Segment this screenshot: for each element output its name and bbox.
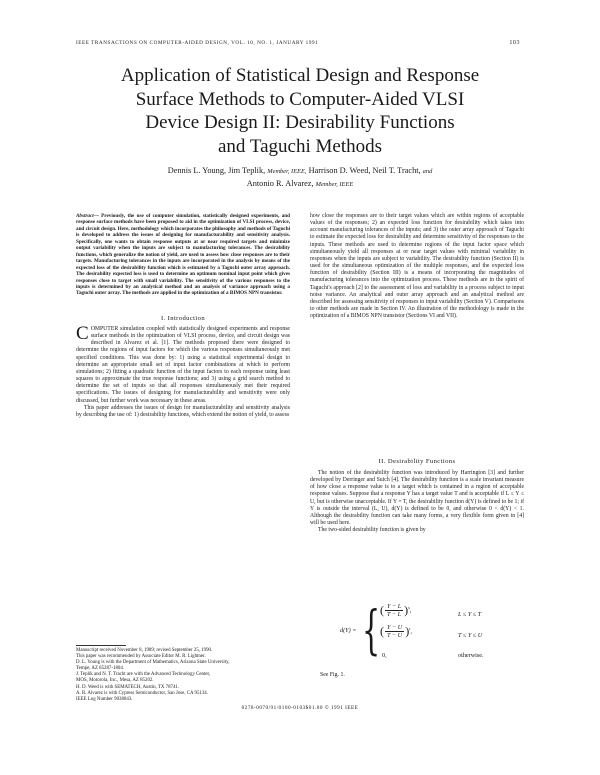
footnote-line: MOS, Motorola, Inc., Mesa, AZ 85202.: [76, 678, 154, 684]
title-line: Device Design II: Desirability Functions: [145, 112, 455, 133]
equation-lhs: d(Y) =: [340, 627, 357, 634]
case3-condition: otherwise.: [458, 652, 484, 659]
membership: Member, IEEE: [315, 180, 354, 188]
membership: Member, IEEE,: [267, 168, 307, 175]
intro-paragraph: This paper addresses the issues of design for manufacturability and sensitivity analysis by describing the use of: 1) desirability functions, which extend the notion of yield, to assess: [76, 404, 290, 418]
footnote-line: Tempe, AZ 85287-1804.: [76, 666, 125, 672]
conjunction: and: [422, 168, 433, 175]
section-heading-desirability: II. Desirability Functions: [378, 458, 456, 465]
case1-denominator: T − L: [387, 611, 402, 618]
footnote-line: This paper was recommended by Associate Editor M. R. Lightner.: [76, 654, 206, 660]
section-heading-introduction: I. Introduction: [160, 315, 206, 322]
case2-numerator: Y − U: [387, 624, 403, 631]
author-list: [90, 165, 510, 190]
introduction-body: [76, 323, 290, 419]
author-names: Dennis L. Young, Jim Teplik,: [167, 166, 266, 175]
right-paragraph: how close the responses are to their target values which are within regions of acceptable values of the responses; 2) an expected loss function for desirability which takes into account manufacturing tolerances of the inputs; and 3) the outer array approach of Taguchi to estimate the expected loss for desirability and determine sensitivity of the responses to the inputs. These methods are used to determine regions of the input factor space which simultaneously yield all responses at or near target values with minimal variability in responses when the inputs are subject to variability. The desirability function (Section II) is used for the simultaneous optimization of the multiple responses, and the expected loss function of desirability (Section III) is a means of incorporating the magnitudes of manufacturing tolerances into the optimization process. These methods are in the spirit of Taguchi's approach [2] to the assessment of loss and variability in a process subject to input noise variance. An analytical and outer array approach and an analytical method are described for assessing sensitivity of responses to input variability (Section V). Comparisons to other methods are made in Section IV. An illustration of the methodology is made in the optimization of a BIMOS NPN transistor (Sections VI and VII).: [310, 213, 524, 320]
footnote-line: Manuscript received November 8, 1989; revised September 25, 1990.: [76, 648, 213, 653]
drop-cap: C: [76, 323, 89, 344]
abstract-text: — Previously, the use of computer simulation, statistically designed experiments, and response surface methods have been proposed to aid in the optimization of VLSI process, device, and circuit design. Here, methodology which incorporates the philosophy and methods of Taguchi is developed to address the issues of designing for manufacturability and sensitivity analysis. Specifically, one wants to obtain response outputs at or near required targets and minimize output variability when the inputs are subject to manufacturing tolerances. The desirability functions, which generalize the notion of yield, are used to assess how close responses are to their targets. Manufacturing tolerances in the inputs are incorporated in the analysis by means of the expected loss of the desirability function which is estimated by a Taguchi outer array approach. The desirability expected loss is used to determine an optimum nominal input point which gives responses close to target with small variability. The sensitivity of the various responses to the inputs is determined by an analytical method and an analysis of variance approach using a Taguchi outer array. The methods are applied in the optimization of a BIMOS NPN transistor.: [76, 213, 290, 297]
desirability-paragraph: The notion of the desirability function was introduced by Harrington [3] and further developed by Derringer and Suich [4]. The desirability function is a scale invariant measure of how close a response value is to a target which is contained in a region of acceptable response values. Suppose that a response Y has a target value T and is acceptable if L ≤ Y ≤ U, but is otherwise unacceptable. If Y = T, the desirability function d(Y) is defined to be 1; if Y is outside the interval (L, U), d(Y) is defined to be 0, and otherwise 0 < d(Y) < 1. Although the desirability function can take many forms, a very flexible form given in [4] will be used here.: [310, 470, 524, 527]
left-brace-symbol: {: [362, 601, 381, 661]
footnote-rule: [76, 645, 126, 646]
running-head: [76, 40, 520, 46]
case2-exponent: t: [409, 625, 411, 631]
title-line: Application of Statistical Design and Response: [120, 65, 480, 86]
equation-case-1: ( $\frac{Y - L}{T - L}$ )$^s$,: [380, 603, 412, 618]
title-line: Surface Methods to Computer-Aided VLSI: [135, 88, 465, 110]
case1-numerator: Y − L: [387, 603, 402, 610]
case1-condition: L ≤ Y ≤ T: [458, 611, 482, 618]
paper-title: [80, 64, 520, 158]
desirability-body: [310, 470, 524, 534]
abstract: [76, 213, 290, 297]
desirability-equation: [318, 600, 518, 665]
intro-paragraph: [76, 323, 290, 405]
footnotes: [76, 648, 290, 703]
title-line: and Taguchi Methods: [217, 135, 382, 157]
case2-denominator: T − U: [387, 632, 403, 639]
abstract-label: Abstract: [76, 213, 94, 219]
footnote-line: H. D. Weed is with SEMATECH, Austin, TX 78741.: [76, 684, 180, 690]
journal-header: IEEE TRANSACTIONS ON COMPUTER-AIDED DESIGN, VOL. 10, NO. 1, JANUARY 1991: [76, 40, 319, 46]
footnote-line: D. L. Young is with the Department of Mathematics, Arizona State University,: [76, 660, 230, 666]
footnote-line: IEEE Log Number 9038843.: [76, 696, 133, 702]
case2-condition: T ≤ Y ≤ U: [458, 632, 483, 639]
case1-exponent: s: [408, 604, 410, 610]
footnote-line: A. R. Alvarez is with Cypress Semiconductor, San Jose, CA 95134.: [76, 690, 208, 696]
right-column-intro: [310, 213, 524, 320]
desirability-paragraph: The two-sided desirability function is given by: [318, 527, 426, 534]
footnote-line: J. Teplik and N. T. Tracht are with the Advanced Technology Center,: [76, 672, 211, 678]
equation-case-2: ( $\frac{Y - U}{T - U}$ )$^t$,: [380, 624, 412, 639]
copyright-code: 0278-0070/91/0100-0103$01.00 © 1991 IEEE: [241, 705, 359, 711]
author-names: Antonio R. Alvarez,: [246, 178, 314, 188]
intro-text: OMPUTER simulation coupled with statistically designed experiments and response surface methods in the optimization of VLSI process, device, and circuit design was described in Alvarez et al. [1]. The methods proposed there were designed to determine the regions of input factors for which the various responses simultaneously met specified conditions. This was done by: 1) using a statistical experimental design to determine an appropriate small set of input factor combinations at which to perform simulations; 2) fitting a quadratic function of the input factors to each response using least squares to approximate the true response functions; and 3) using a grid search method to determine the set of inputs so that all responses simultaneously met their required specifications. The issues of designing for manufacturability and sensitivity were only discussed, but further work was necessary in these areas.: [76, 326, 290, 404]
page-number: 103: [509, 40, 520, 46]
equation-case-3: 0,: [382, 652, 387, 659]
figure-reference: See Fig. 1.: [320, 672, 345, 678]
author-names: Harrison D. Weed, Neil T. Tracht,: [308, 166, 421, 175]
